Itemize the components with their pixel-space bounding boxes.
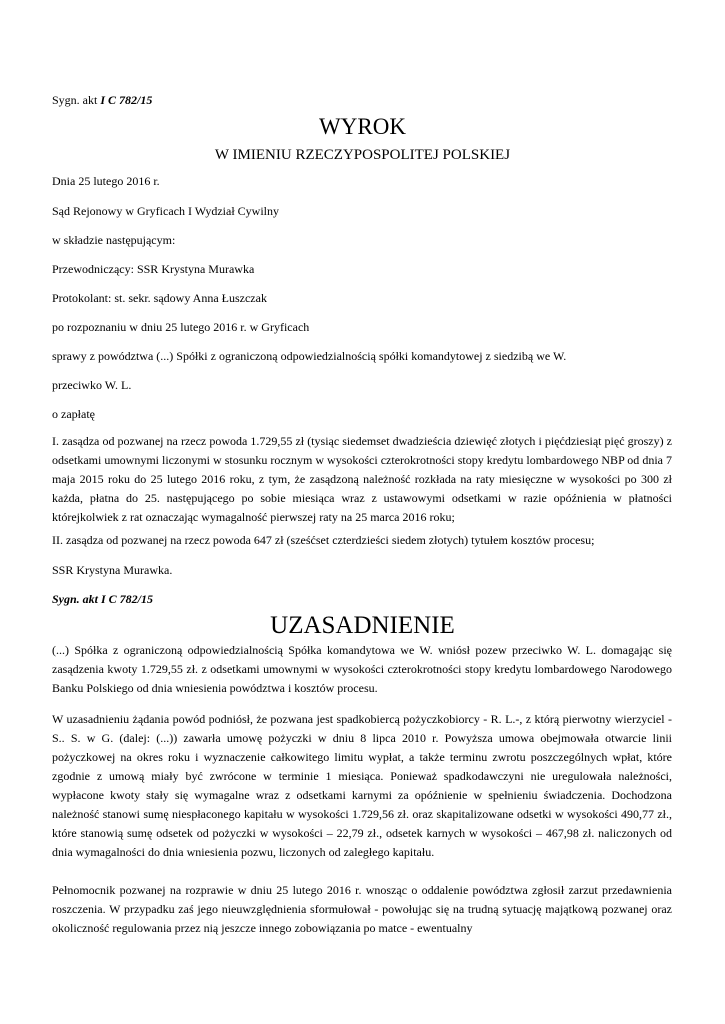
case-label: Sygn. akt [52, 93, 98, 107]
justification-case-ref: Sygn. akt I C 782/15 [52, 592, 154, 606]
justification-title: UZASADNIENIE [270, 612, 455, 639]
verdict-point-1: I. zasądza od pozwanej na rzecz powoda 1.729,55 zł (tysiąc siedemset dwadzieścia dziewięć złotych i pięćdziesiąt pięć groszy) z odsetkami umownymi liczonymi w stosunku rocznym w wysokości czterokrotności stopy kredytu lombardowego NBP od dnia 7 maja 2015 roku do 25 lutego 2016 roku, z tym, że zasądzoną należność rozkłada na raty miesięczne w wysokości po 300 zł każda, płatna do 25. następującego po sobie miesiąca wraz z ustawowymi odsetkami w razie opóźnienia w płatności którejkolwiek z rat oznaczając wymagalność pierwszej raty na 25 marca 2016 roku; [52, 434, 672, 524]
justification-paragraph-1: (...) Spółka z ograniczoną odpowiedzialnością Spółka komandytowa we W. wniósł pozew przeciwko W. L. domagając się zasądzenia kwoty 1.729,55 zł. z odsetkami umownymi w wysokości czterokrotności stopy kredytu lombardowego Narodowego Banku Polskiego od dnia wniesienia powództwa i kosztów procesu. [52, 643, 672, 695]
case-number: I C 782/15 [100, 93, 153, 107]
judge-signature: SSR Krystyna Murawka. [52, 563, 173, 577]
justification-paragraph-2: W uzasadnieniu żądania powód podniósł, że pozwana jest spadkobiercą pożyczkobiorcy - R. L.-, z którą pierwotny wierzyciel - S.. S. w G. (dalej: (...)) zawarła umowę pożyczki w dniu 8 lipca 2010 r. Powyższa umowa obejmowała otwarcie linii pożyczkowej na okres roku i wyznaczenie całkowitego limitu wypłat, a także terminu zwrotu poszczególnych wpłat, które zgodnie z umową miały być zwrócone w terminie 1 miesiąca. Ponieważ spadkodawczyni nie uregulowała należności, wypłacone kwoty stały się wymagalne wraz z odsetkami karnymi za opóźnienie w spełnieniu świadczenia. Dochodzona należność stanowi sumę niespłaconego kapitału w wysokości 1.729,56 zł. oraz skapitalizowane odsetki w wysokości 490,77 zł., które stanowią sumę odsetek od pożyczki w wysokości – 22,79 zł., odsetek karnych w wysokości – 467,98 zł. naliczonych od dnia wymagalności do dnia wniesienia pozwu, liczonych od zaległego kapitału. [52, 712, 672, 859]
date-line: Dnia 25 lutego 2016 r. [52, 174, 160, 188]
justification-paragraph-3: Pełnomocnik pozwanej na rozprawie w dniu 25 lutego 2016 r. wnosząc o oddalenie powództwa zgłosił zarzut przedawnienia roszczenia. W przypadku zaś jego nieuwzględnienia sformułował - powołując się na trudną sytuację majątkową pozwanej oraz okoliczność regulowania przez nią jeszcze innego zobowiązania po matce - ewentualny [52, 883, 672, 935]
court-line: Sąd Rejonowy w Gryficach I Wydział Cywilny [52, 204, 280, 218]
verdict-point-2: II. zasądza od pozwanej na rzecz powoda 647 zł (sześćset czterdzieści siedem złotych) tytułem kosztów procesu; [52, 533, 595, 547]
subject-line: o zapłatę [52, 407, 95, 421]
case-signature-header [52, 93, 152, 107]
composition-line: w składzie następującym: [52, 233, 176, 247]
hearing-line: po rozpoznaniu w dniu 25 lutego 2016 r. w Gryficach [52, 320, 310, 334]
against-line: przeciwko W. L. [52, 378, 132, 392]
verdict-subtitle: W IMIENIU RZECZYPOSPOLITEJ POLSKIEJ [214, 147, 511, 163]
presiding-judge-line: Przewodniczący: SSR Krystyna Murawka [52, 262, 255, 276]
case-line: sprawy z powództwa (...) Spółki z ograniczoną odpowiedzialnością spółki komandytowej z siedzibą we W. [52, 349, 567, 363]
clerk-line: Protokolant: st. sekr. sądowy Anna Łuszczak [52, 291, 267, 305]
verdict-title: WYROK [319, 114, 406, 139]
